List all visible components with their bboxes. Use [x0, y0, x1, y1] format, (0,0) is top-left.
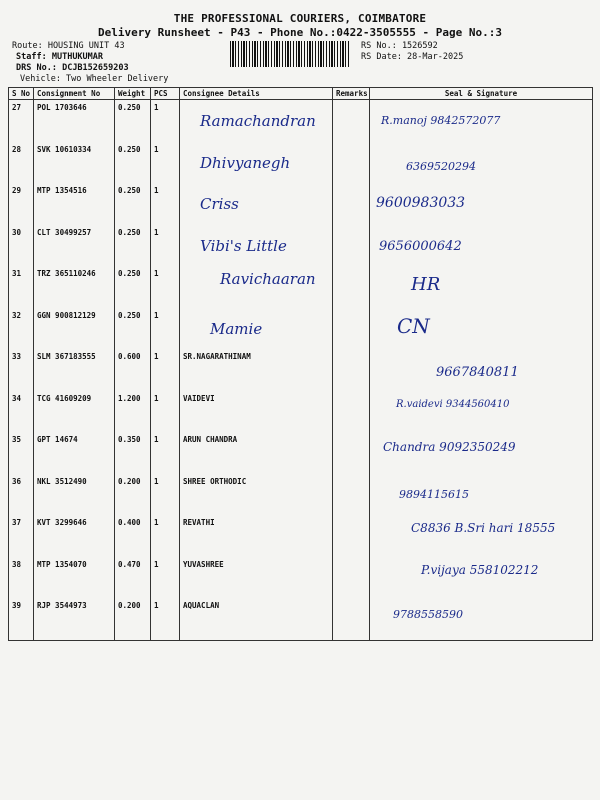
cell-weight: 0.250	[115, 225, 151, 267]
cell-consignment-no: TCG 41609209	[34, 391, 115, 433]
col-header-consignment: Consignment No	[34, 88, 115, 100]
cell-consignee	[180, 183, 333, 225]
cell-weight: 0.200	[115, 474, 151, 516]
cell-remarks	[333, 598, 370, 640]
handwritten-signature: 9656000642	[379, 238, 462, 254]
cell-consignee: REVATHI	[180, 515, 333, 557]
cell-consignment-no: MTP 1354516	[34, 183, 115, 225]
handwritten-consignee-name: Vibi's Little	[200, 236, 287, 255]
cell-pcs: 1	[151, 349, 180, 391]
table-row	[9, 432, 593, 474]
cell-consignee: VAIDEVI	[180, 391, 333, 433]
cell-remarks	[333, 100, 370, 142]
cell-remarks	[333, 391, 370, 433]
cell-consignment-no: NKL 3512490	[34, 474, 115, 516]
cell-sno: 29	[9, 183, 34, 225]
cell-pcs: 1	[151, 598, 180, 640]
cell-sno: 36	[9, 474, 34, 516]
handwritten-signature: R.manoj 9842572077	[381, 114, 501, 127]
cell-pcs: 1	[151, 100, 180, 142]
handwritten-signature: CN	[397, 313, 430, 338]
handwritten-consignee-name: Criss	[200, 195, 239, 213]
cell-consignee: AQUACLAN	[180, 598, 333, 640]
cell-pcs: 1	[151, 432, 180, 474]
cell-sno: 32	[9, 308, 34, 350]
cell-consignment-no: MTP 1354070	[34, 557, 115, 599]
cell-consignment-no: TRZ 365110246	[34, 266, 115, 308]
cell-remarks	[333, 349, 370, 391]
cell-consignee: SR.NAGARATHINAM	[180, 349, 333, 391]
cell-pcs: 1	[151, 266, 180, 308]
cell-pcs: 1	[151, 515, 180, 557]
cell-weight: 0.250	[115, 142, 151, 184]
cell-sno: 33	[9, 349, 34, 391]
staff-line: Staff: MUTHUKUMAR	[16, 52, 104, 62]
table-row	[9, 308, 593, 350]
handwritten-consignee-name: Dhivyanegh	[200, 153, 291, 172]
cell-pcs: 1	[151, 183, 180, 225]
cell-signature	[370, 225, 593, 267]
handwritten-signature: 9600983033	[376, 195, 466, 211]
handwritten-signature: C8836 B.Sri hari 18555	[411, 521, 556, 535]
cell-sno: 39	[9, 598, 34, 640]
cell-signature	[370, 308, 593, 350]
handwritten-signature: HR	[411, 274, 441, 295]
cell-sno: 34	[9, 391, 34, 433]
cell-consignment-no: POL 1703646	[34, 100, 115, 142]
col-header-consignee: Consignee Details	[180, 88, 333, 100]
cell-consignment-no: GGN 900812129	[34, 308, 115, 350]
table-row	[9, 515, 593, 557]
cell-consignment-no: RJP 3544973	[34, 598, 115, 640]
table-row	[9, 557, 593, 599]
cell-weight: 0.350	[115, 432, 151, 474]
table-row	[9, 100, 593, 142]
cell-weight: 0.250	[115, 100, 151, 142]
cell-sno: 28	[9, 142, 34, 184]
handwritten-signature: 9894115615	[399, 487, 469, 501]
table-row	[9, 142, 593, 184]
table-row	[9, 391, 593, 433]
handwritten-signature: Chandra 9092350249	[383, 440, 516, 454]
cell-sno: 30	[9, 225, 34, 267]
cell-signature	[370, 266, 593, 308]
col-header-pcs: PCS	[151, 88, 180, 100]
cell-consignee	[180, 225, 333, 267]
table-row	[9, 225, 593, 267]
handwritten-consignee-name: Ramachandran	[200, 112, 316, 130]
handwritten-signature: 9667840811	[436, 365, 519, 380]
table-row	[9, 349, 593, 391]
handwritten-signature: 9788558590	[393, 608, 463, 621]
handwritten-signature: P.vijaya 558102212	[421, 562, 539, 577]
table-header-row	[9, 88, 593, 100]
table-row	[9, 266, 593, 308]
cell-consignment-no: KVT 3299646	[34, 515, 115, 557]
cell-consignee: SHREE ORTHODIC	[180, 474, 333, 516]
cell-consignee	[180, 308, 333, 350]
col-header-sno: S No	[9, 88, 34, 100]
runsheet-table	[8, 87, 593, 641]
cell-signature	[370, 598, 593, 640]
cell-sno: 38	[9, 557, 34, 599]
col-header-remarks: Remarks	[333, 88, 370, 100]
barcode-image	[230, 41, 350, 67]
cell-sno: 37	[9, 515, 34, 557]
col-header-signature: Seal & Signature	[370, 88, 593, 100]
cell-signature	[370, 391, 593, 433]
cell-signature	[370, 557, 593, 599]
handwritten-signature: 6369520294	[406, 159, 476, 173]
cell-weight: 0.200	[115, 598, 151, 640]
cell-pcs: 1	[151, 225, 180, 267]
vehicle-line: Vehicle: Two Wheeler Delivery	[20, 74, 169, 84]
handwritten-signature: R.vaidevi 9344560410	[396, 398, 510, 410]
cell-pcs: 1	[151, 142, 180, 184]
cell-signature	[370, 474, 593, 516]
cell-remarks	[333, 557, 370, 599]
cell-signature	[370, 432, 593, 474]
cell-consignment-no: GPT 14674	[34, 432, 115, 474]
cell-weight: 0.250	[115, 266, 151, 308]
cell-remarks	[333, 515, 370, 557]
cell-pcs: 1	[151, 391, 180, 433]
cell-consignment-no: SLM 367183555	[34, 349, 115, 391]
cell-pcs: 1	[151, 557, 180, 599]
cell-remarks	[333, 225, 370, 267]
cell-signature	[370, 142, 593, 184]
table-row	[9, 183, 593, 225]
cell-signature	[370, 349, 593, 391]
cell-weight: 0.400	[115, 515, 151, 557]
runsheet-subtitle: Delivery Runsheet - P43 - Phone No.:0422-3505555 - Page No.:3	[98, 26, 502, 39]
cell-sno: 27	[9, 100, 34, 142]
cell-pcs: 1	[151, 308, 180, 350]
handwritten-consignee-name: Mamie	[210, 319, 263, 338]
cell-consignee	[180, 266, 333, 308]
cell-weight: 0.250	[115, 308, 151, 350]
cell-weight: 0.600	[115, 349, 151, 391]
cell-consignee	[180, 100, 333, 142]
cell-sno: 35	[9, 432, 34, 474]
cell-remarks	[333, 474, 370, 516]
cell-weight: 0.250	[115, 183, 151, 225]
cell-pcs: 1	[151, 474, 180, 516]
cell-weight: 0.470	[115, 557, 151, 599]
rs-date: RS Date: 28-Mar-2025	[361, 52, 464, 62]
cell-signature	[370, 183, 593, 225]
cell-consignment-no: CLT 30499257	[34, 225, 115, 267]
cell-sno: 31	[9, 266, 34, 308]
cell-remarks	[333, 183, 370, 225]
cell-consignment-no: SVK 10610334	[34, 142, 115, 184]
cell-signature	[370, 515, 593, 557]
cell-consignee: ARUN CHANDRA	[180, 432, 333, 474]
cell-remarks	[333, 266, 370, 308]
rs-number: RS No.: 1526592	[361, 41, 438, 51]
cell-signature	[370, 100, 593, 142]
drs-line: DRS No.: DCJB152659203	[16, 63, 129, 73]
cell-consignee: YUVASHREE	[180, 557, 333, 599]
route-line: Route: HOUSING UNIT 43	[12, 41, 125, 51]
cell-weight: 1.200	[115, 391, 151, 433]
cell-remarks	[333, 432, 370, 474]
handwritten-consignee-name: Ravichaaran	[220, 270, 316, 288]
company-title: THE PROFESSIONAL COURIERS, COIMBATORE	[173, 12, 427, 25]
col-header-weight: Weight	[115, 88, 151, 100]
cell-remarks	[333, 142, 370, 184]
table-row	[9, 598, 593, 640]
table-row	[9, 474, 593, 516]
cell-consignee	[180, 142, 333, 184]
cell-remarks	[333, 308, 370, 350]
